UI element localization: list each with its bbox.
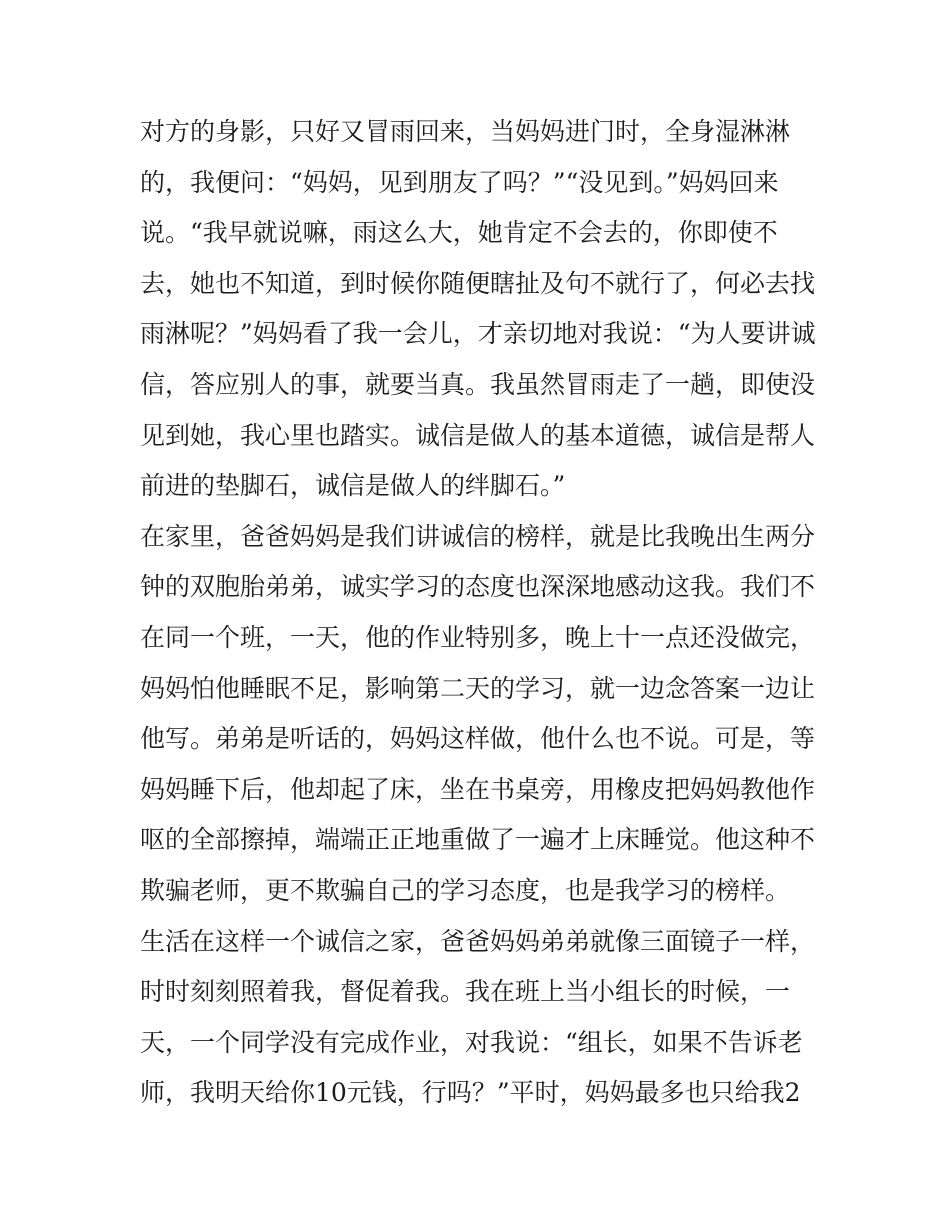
- text-line: 呕的全部擦掉，端端正正地重做了一遍才上床睡觉。他这种不: [140, 825, 816, 855]
- text-line: 对方的身影，只好又冒雨回来，当妈妈进门时，全身湿淋淋: [140, 117, 791, 146]
- text-line: 欺骗老师，更不欺骗自己的学习态度，也是我学习的榜样。: [140, 875, 791, 905]
- text-line: 妈妈睡下后，他却起了床，坐在书桌旁，用橡皮把妈妈教他作: [140, 774, 816, 804]
- text-line: 师，我明天给你10元钱，行吗？”平时，妈妈最多也只给我2: [140, 1078, 801, 1108]
- text-line: 钟的双胞胎弟弟，诚实学习的态度也深深地感动这我。我们不: [140, 572, 816, 602]
- text-line: 在同一个班，一天，他的作业特别多，晚上十一点还没做完，: [140, 622, 816, 652]
- text-line: 时时刻刻照着我，督促着我。我在班上当小组长的时候，一: [140, 977, 791, 1007]
- text-line: 前进的垫脚石，诚信是做人的绊脚石。”: [140, 471, 566, 501]
- text-line: 天，一个同学没有完成作业，对我说：“组长，如果不告诉老: [140, 1027, 803, 1057]
- text-line: 生活在这样一个诚信之家，爸爸妈妈弟弟就像三面镜子一样，: [140, 926, 816, 956]
- text-line: 雨淋呢？”妈妈看了我一会儿，才亲切地对我说：“为人要讲诚: [140, 319, 816, 349]
- text-line: 说。“我早就说嘛，雨这么大，她肯定不会去的，你即使不: [140, 218, 778, 248]
- text-line: 的，我便问：“妈妈，见到朋友了吗？”“没见到。”妈妈回来: [140, 167, 779, 197]
- text-line: 信，答应别人的事，就要当真。我虽然冒雨走了一趟，即使没: [140, 369, 816, 399]
- text-line: 他写。弟弟是听话的，妈妈这样做，他什么也不说。可是，等: [140, 724, 816, 754]
- text-line: 在家里，爸爸妈妈是我们讲诚信的榜样，就是比我晚出生两分: [140, 521, 816, 551]
- text-line: 去，她也不知道，到时候你随便瞎扯及句不就行了，何必去找: [140, 268, 816, 298]
- document-text: [140, 107, 815, 1119]
- text-line: 见到她，我心里也踏实。诚信是做人的基本道德，诚信是帮人: [140, 420, 816, 450]
- text-line: 妈妈怕他睡眠不足，影响第二天的学习，就一边念答案一边让: [140, 673, 816, 703]
